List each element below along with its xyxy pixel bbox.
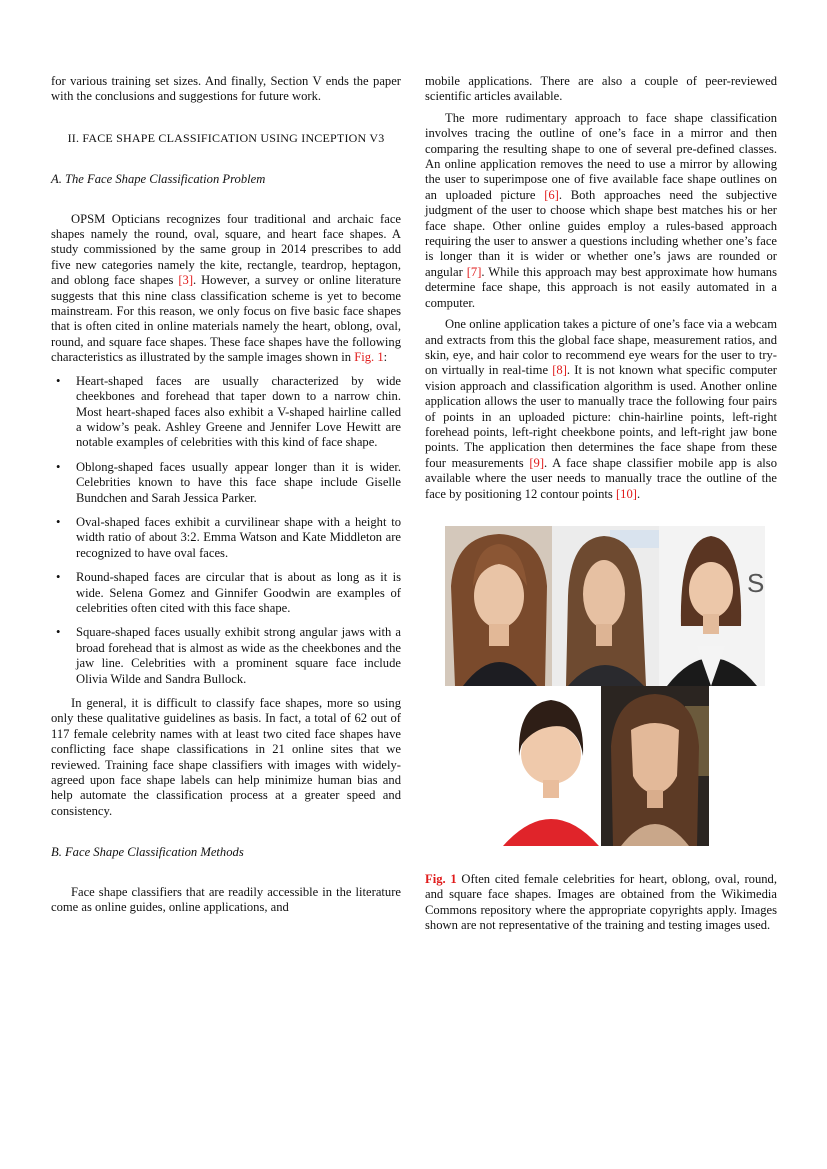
photo-square-face xyxy=(601,686,709,846)
subsection-heading-a: A. The Face Shape Classification Problem xyxy=(51,172,266,187)
citation-ref-3[interactable]: [3] xyxy=(178,273,194,288)
online-application-paragraph: One online application takes a picture of one’s face via a webcam and extracts from this the global face shape, measurement ratios, and skin, eye, and hair color to recommend eye wears for the user to try-on virtually in real-time [8]. It is not known what specific computer vision approach and classification algorithm is used. Another online application allows the user to manually trace the following four pairs of points in an uploaded picture: chin-hairline points, left-right forehead points, left-right cheekbone points, and left-right jaw bone points. The application then determines the face shape from these four measurements [9]. A face shape classifier mobile app is also available where the user needs to manually trace the outline of the face by positioning 12 contour points [10]. xyxy=(425,317,777,501)
figure-top-row xyxy=(445,526,765,686)
round-face-illustration xyxy=(499,686,601,846)
section-heading: II. FACE SHAPE CLASSIFICATION USING INCEPTION V3 xyxy=(67,130,385,145)
intro-paragraph: for various training set sizes. And finally, Section V ends the paper with the conclusions and suggestions for future work. xyxy=(51,74,401,104)
figure-1 xyxy=(445,526,765,846)
rudimentary-approach-paragraph: The more rudimentary approach to face shape classification involves tracing the outline of one’s face in a mirror and then comparing the resulting shape to one of several pre-defined classes. An online application removes the need to use a mirror by allowing the user to superimpose one of five available face shape outlines on an uploaded picture [6]. Both approaches need the subjective judgment of the user to choose which shape best matches his or her face shape. Other online guides employ a rules-based approach requiring the user to answer a questions including whether one’s face is longer than it is wider or whether one’s jaws are rounded or angular [7]. While this approach may best approximate how humans determine face shape, this approach is not easily automated in a computer. xyxy=(425,110,777,310)
oval-face-illustration xyxy=(659,526,765,686)
face-shape-problem-paragraph: OPSM Opticians recognizes four traditional and archaic face shapes namely the round, oval, square, and heart face shapes. A study commissioned by the same group in 2014 prescribes to add five new categories namely the kite, rectangle, teardrop, heptagon, and oblong face shapes [3]. However, a survey or online literature suggests that this nine class classification scheme is yet to become mainstream. For this reason, we only focus on five basic face shapes that is often cited in online materials namely the heart, oblong, oval, round, and square face shapes. These face shapes have the following characteristics as illustrated by the sample images shown in Fig. 1: xyxy=(51,211,401,365)
methods-paragraph: Face shape classifiers that are readily accessible in the literature come as online guides, online applications, and xyxy=(51,884,401,915)
citation-ref-9[interactable]: [9] xyxy=(529,455,545,470)
citation-ref-10[interactable]: [10] xyxy=(615,486,637,501)
oblong-face-illustration xyxy=(552,526,659,686)
svg-text:S: S xyxy=(747,567,765,598)
square-face-illustration xyxy=(601,686,709,846)
figure-1-caption: Fig. 1 Often cited female celebrities for heart, oblong, oval, round, and square face shapes. Images are obtained from the Wikimedia Commons repository where the appropriate copyrights apply. Images shown are not representative of the training and testing images used. xyxy=(425,871,777,933)
subsection-heading-b: B. Face Shape Classification Methods xyxy=(51,845,244,860)
heart-face-illustration xyxy=(445,526,552,686)
bullet-square: • Square-shaped faces usually exhibit strong angular jaws with a broad forehead that is almost as wide as the cheekbones and the jaw line. Celebrities with a prominent square face include Olivia Wilde and Sandra Bullock. xyxy=(51,625,401,687)
face-shape-bullet-list xyxy=(51,374,401,687)
photo-oval-face xyxy=(659,526,765,686)
right-column xyxy=(425,74,777,934)
bullet-heart: • Heart-shaped faces are usually characterized by wide cheekbones and forehead that taper down to a narrow chin. Most heart-shaped faces also exhibit a V-shaped hairline called a widow’s peak. Ashley Greene and Jennifer Love Hewitt are notable examples of celebrities with this kind of face shape. xyxy=(51,374,401,451)
photo-round-face xyxy=(499,686,601,846)
figure-bottom-row xyxy=(499,686,765,846)
photo-oblong-face xyxy=(552,526,659,686)
figure-caption-label: Fig. 1 xyxy=(425,871,457,886)
citation-ref-6[interactable]: [6] xyxy=(544,187,559,202)
bullet-round: • Round-shaped faces are circular that is about as long as it is wide. Selena Gomez and Ginnifer Goodwin are examples of celebrities often cited with this face shape. xyxy=(51,570,401,616)
mobile-apps-paragraph: mobile applications. There are also a couple of peer-reviewed scientific articles available. xyxy=(425,74,777,104)
citation-ref-7[interactable]: [7] xyxy=(466,264,482,279)
figure-ref-1[interactable]: Fig. 1 xyxy=(354,350,384,365)
difficulty-paragraph: In general, it is difficult to classify face shapes, more so using only these qualitative guidelines as basis. In fact, a total of 62 out of 117 female celebrity names with at least two cited face shapes have conflicting face shape classifications in 21 online sites that we reviewed. Training face shape classifiers with images with widely-agreed upon face shape labels can help minimize human bias and help automate the classification process at a greater speed and consistency. xyxy=(51,696,401,818)
bullet-oblong: • Oblong-shaped faces usually appear longer than it is wider. Celebrities known to have this face shape include Giselle Bundchen and Sarah Jessica Parker. xyxy=(51,460,401,506)
photo-heart-face xyxy=(445,526,552,686)
bullet-oval: • Oval-shaped faces exhibit a curvilinear shape with a height to width ratio of about 3:2. Emma Watson and Kate Middleton are recognized to have oval faces. xyxy=(51,515,401,561)
left-column xyxy=(51,74,401,915)
citation-ref-8[interactable]: [8] xyxy=(552,363,567,378)
